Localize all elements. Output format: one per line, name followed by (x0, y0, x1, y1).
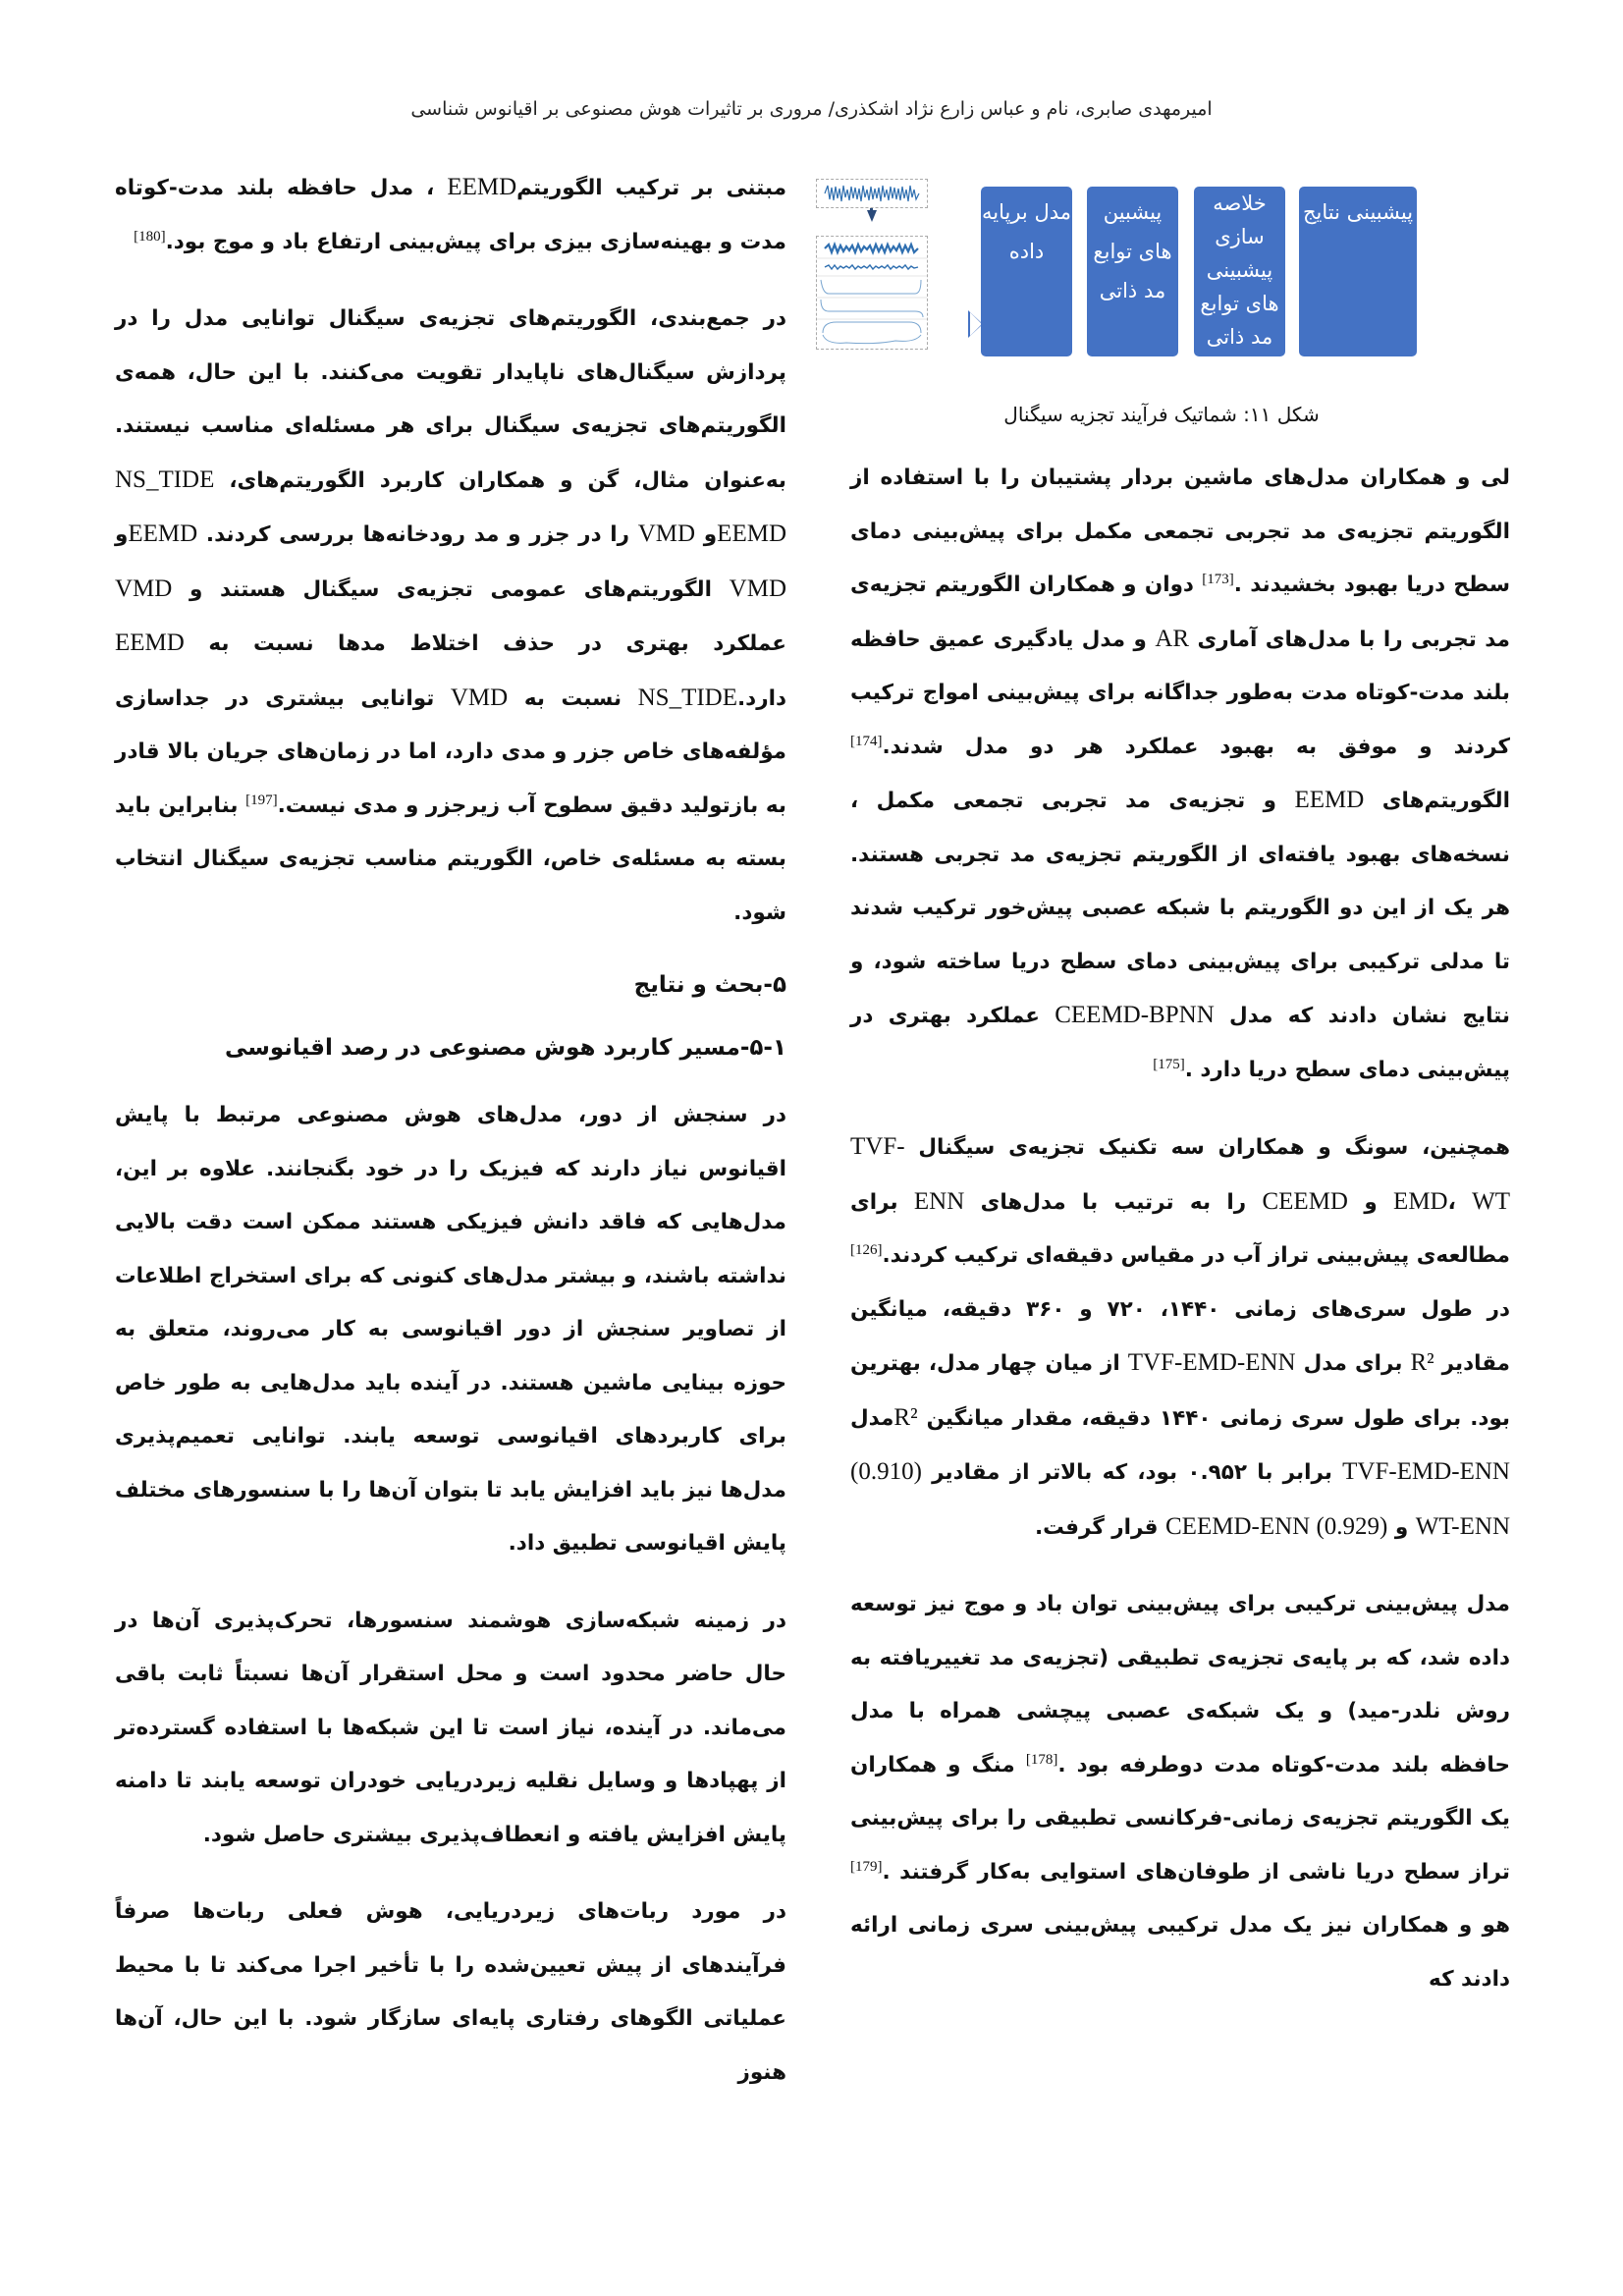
term: (0.910) WT-ENN (850, 1458, 1510, 1540)
text-run: را در جزر و مد رودخانه‌ها بررسی کردند. (197, 522, 638, 547)
term: VMD (637, 520, 696, 547)
text-run: برابر با ۰.۹۵۲ بود، که بالاتر از مقادیر (921, 1460, 1343, 1485)
term: ENN (913, 1187, 965, 1215)
running-header: امیرمهدی صابری، نام و عباس زارع نژاد اشکذری/ مروری بر تاثیرات هوش مصنوعی بر اقیانوس شناسی (410, 98, 1213, 120)
term: TVF-EMD (850, 1133, 1448, 1215)
subsection-heading: ۵-۱-مسیر کاربرد هوش مصنوعی در رصد اقیانوسی (224, 1035, 786, 1061)
term: AR (1155, 625, 1190, 652)
term: CEEMD-BPNN (1055, 1002, 1215, 1028)
paragraph (850, 1121, 1510, 1555)
imf-plots (816, 236, 928, 350)
paragraph (850, 1578, 1510, 2006)
raw-signal-plot (816, 179, 928, 208)
citation: [175] (1153, 1056, 1185, 1072)
text-run: دوان و همکاران الگوریتم تجزیه‌ی مد تجربی را با مدل‌های آماری (850, 573, 1510, 652)
paragraph: در زمینه شبکه‌سازی هوشمند سنسورها، تحرک‌پذیری آن‌ها در حال حاضر محدود است و محل استقرار آن‌ها نسبتاً ثابت باقی می‌ماند. در آینده، نیاز است تا این شبکه‌ها با استفاده گسترده‌تر از پهپادها و وسایل نقلیه زیردریایی خودران توسعه یابند تا دامنه پایش افزایش یافته و انعطاف‌پذیری بیشتری حاصل شود. (115, 1608, 786, 1847)
text-run: در جمع‌بندی، الگوریتم‌های تجزیه‌ی سیگنال توانایی مدل را در پردازش سیگنال‌های ناپایدار تقویت می‌کنند. با این حال، همه‌ی الگوریتم‌های تجزیه‌ی سیگنال برای هر مسئله‌ای مناسب نیستند. به‌عنوان مثال، گن و همکاران کاربرد الگوریتم‌های (115, 306, 787, 493)
citation: [178] (1025, 1751, 1058, 1768)
paragraph (115, 161, 786, 269)
step-label: پیشبین های توابع مد ذاتی (1093, 200, 1172, 302)
text-run: همچنین، سونگ و همکاران سه تکنیک تجزیه‌ی سیگنال (904, 1135, 1510, 1160)
term: EEMD (717, 520, 786, 547)
term: EEMD (447, 174, 517, 200)
text-run: مبتنی بر ترکیب الگوریتم (516, 176, 787, 200)
text-run: برای مدل (1295, 1351, 1411, 1376)
term: CEEMD (1262, 1187, 1348, 1215)
text-run: الگوریتم‌های عمومی تجزیه‌ی سیگنال هستند و (172, 576, 730, 602)
text-run: و (1387, 1514, 1416, 1540)
text-run: برای مطالعه‌ی پیش‌بینی تراز آب در مقیاس دقیقه‌ای ترکیب کردند. (850, 1189, 1510, 1268)
section-heading: ۵-بحث و نتایج (633, 972, 786, 998)
step-label: مدل برپایه داده (982, 200, 1071, 263)
text-run: را به ترتیب با مدل‌های (964, 1189, 1263, 1215)
text-run: در طول سری‌های زمانی ۱۴۴۰، ۷۲۰ و ۳۶۰ دقیقه، میانگین مقادیر (850, 1296, 1510, 1376)
text-run: مدل پیش‌بینی ترکیبی برای پیش‌بینی توان باد و موج نیز توسعه داده شد، که بر پایه‌ی تجزیه‌ی تطبیقی (تجزیه‌ی مد تغییریافته به روش نلدر-مید) و یک شبکه‌ی عصبی پیچشی همراه با مدل حافظه بلند مدت-کوتاه مدت دوطرفه بود . (850, 1592, 1510, 1777)
text-run: عملکرد بهتری در حذف اختلاط مدها نسبت به (184, 631, 786, 656)
paragraph: در سنجش از دور، مدل‌های هوش مصنوعی مرتبط با پایش اقیانوس نیاز دارند که فیزیک را در خود بگنجانند. علاوه بر این، مدل‌هایی که فاقد دانش فیزیکی هستند ممکن است دقت بالایی نداشته باشند، و بیشتر مدل‌های کنونی که برای استخراج اطلاعات از تصاویر سنجش از دور اقیانوسی به کار می‌روند، متعلق به حوزه بینایی ماشین هستند. در آینده باید مدل‌هایی به طور خاص برای کاربردهای اقیانوسی توسعه یابند. توانایی تعمیم‌پذیری مدل‌ها نیز باید افزایش یابد تا بتوان آن‌ها را با سنسورهای مختلف پایش اقیانوسی تطبیق داد. (115, 1103, 786, 1556)
text-run: و (1347, 1189, 1394, 1215)
term: TVF-EMD-ENN (1127, 1349, 1296, 1376)
text-run: و (115, 522, 129, 547)
term: VMD (729, 574, 786, 602)
text-run: دارد. (737, 685, 786, 711)
figure-signal-decomposition (813, 175, 1510, 352)
text-run: بنابراین باید بسته به مسئله‌ی خاص، الگوریتم مناسب تجزیه‌ی سیگنال انتخاب شود. (115, 793, 786, 925)
step-forecast-results (1299, 187, 1417, 356)
text-run: و (695, 522, 718, 547)
citation: [179] (850, 1858, 883, 1875)
text-run: توانایی بیشتری در جداسازی مؤلفه‌های خاص جزر و مدی دارد، اما در زمان‌های جریان بالا قادر به بازتولید دقیق سطوح آب زیرجزر و مدی نیست. (115, 685, 786, 818)
term: EEMD (128, 520, 198, 547)
step-imf-summary (1194, 187, 1285, 356)
step-imf-forecast (1087, 187, 1178, 356)
flow-chevron-icon (1073, 310, 1088, 338)
paragraph (850, 452, 1510, 1097)
text-run: منگ و همکاران یک الگوریتم تجزیه‌ی زمانی-فرکانسی تطبیقی را برای پیش‌بینی تراز سطح دریا ناشی از طوفان‌های استوایی به‌کار گرفتند . (850, 1752, 1510, 1885)
term: EEMD (115, 629, 185, 656)
term: EEMD (1294, 787, 1365, 813)
text-run: عملکرد بهتری در پیش‌بینی دمای سطح دریا دارد . (850, 1004, 1510, 1082)
step-label: خلاصه سازی پیشبینی های توابع مد ذاتی (1200, 191, 1279, 349)
text-run: و مدل یادگیری عمیق حافظه بلند مدت-کوتاه مدت به‌طور جداگانه برای پیش‌بینی امواج ترکیب کردند و موفق به بهبود عملکرد هر دو مدل شدند. (850, 627, 1510, 759)
citation: [180] (134, 228, 166, 245)
text-run: لی و همکاران مدل‌های ماشین بردار پشتیبان را با استفاده از الگوریتم تجزیه‌ی مد تجربی تجمعی مکمل برای پیش‌بینی دمای سطح دریا بهبود بخشیدند . (850, 465, 1510, 597)
citation: [174] (850, 733, 883, 749)
text-run: هو و همکاران نیز یک مدل ترکیبی پیش‌بینی سری زمانی ارائه دادند که (850, 1913, 1510, 1992)
paragraph (115, 293, 786, 940)
paragraph: در مورد ربات‌های زیردریایی، هوش فعلی ربات‌ها صرفاً فرآیندهای از پیش تعیین‌شده را با تأخیر اجرا می‌کند تا با محیط عملیاتی الگوهای رفتاری پایه‌ای سازگار شود. با این حال، آن‌ها هنوز (115, 1899, 786, 2085)
citation: [173] (1202, 571, 1234, 587)
term: NS_TIDE (637, 683, 738, 711)
term: R² (1410, 1349, 1434, 1376)
text-run: مدل (850, 1405, 894, 1431)
term: NS_TIDE (115, 465, 215, 493)
left-column (115, 161, 786, 2123)
term: VMD (115, 574, 173, 602)
arrow-down-head-icon (867, 210, 877, 222)
term: VMD (450, 683, 509, 711)
term: WT (1472, 1187, 1510, 1215)
step-label: پیشبینی نتایج (1302, 200, 1414, 224)
figure-caption: شکل ۱۱: شماتیک فرآیند تجزیه سیگنال (1003, 403, 1320, 426)
text-run: نسبت به (508, 685, 638, 711)
decomposition-plots-image (813, 175, 970, 350)
right-column (850, 452, 1510, 2030)
text-run: ، (214, 467, 238, 493)
citation: [126] (850, 1241, 883, 1258)
citation: [197] (245, 792, 278, 808)
text-run: از میان چهار مدل، بهترین بود. برای طول سری زمانی ۱۴۴۰ دقیقه، مقدار میانگین (850, 1351, 1510, 1431)
step-data-driven-model (981, 187, 1072, 356)
term: TVF-EMD-ENN (1342, 1458, 1510, 1485)
term: R² (893, 1403, 918, 1431)
text-run: ، مدل حافظه بلند مدت-کوتاه مدت و بهینه‌سازی بیزی برای پیش‌بینی ارتفاع باد و موج بود. (115, 176, 786, 254)
text-run: و تجزیه‌ی مد تجربی تجمعی مکمل ، نسخه‌های بهبود یافته‌ای از الگوریتم تجزیه‌ی مد تجربی هستند. هر یک از این دو الگوریتم با شبکه عصبی پیش‌خور ترکیب شدند تا مدلی ترکیبی برای پیش‌بینی دمای سطح دریا ساخته شود، و نتایج نشان دادند که مدل (850, 789, 1510, 1028)
text-run: الگوریتم‌های (1364, 789, 1510, 813)
flow-chevron-icon (1179, 310, 1194, 338)
term: (0.929) CEEMD-ENN (1165, 1512, 1388, 1540)
text-run: ، (1447, 1189, 1473, 1215)
text-run: قرار گرفت. (1034, 1514, 1165, 1540)
